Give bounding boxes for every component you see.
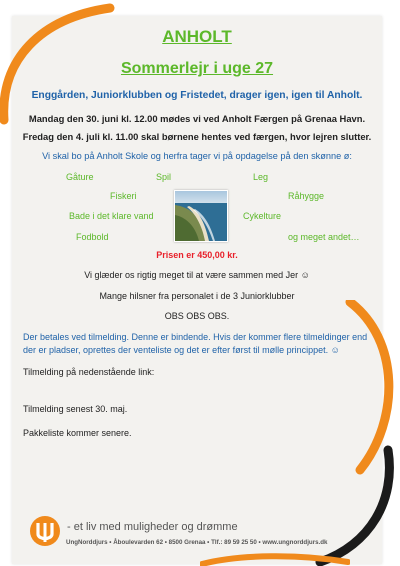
packing-text: Pakkeliste kommer senere.	[23, 428, 132, 438]
page-subtitle: Sommerlejr i uge 27	[120, 60, 274, 77]
price-text: Prisen er 450,00 kr.	[156, 250, 238, 260]
activity-cykelture: Cykelture	[243, 211, 282, 221]
description-text: Vi skal bo på Anholt Skole og herfra tager vi på opdagelse på den skønne ø:	[42, 151, 352, 161]
obs-text: OBS OBS OBS.	[164, 311, 230, 321]
regards-text: Mange hilsner fra personalet i de 3 Juniorklubber	[99, 291, 295, 301]
greeting-text: Vi glæder os rigtig meget til at være sammen med Jer ☺	[84, 270, 310, 280]
ungnorddjurs-logo	[28, 514, 62, 548]
page-title: ANHOLT	[162, 27, 232, 46]
deadline-text: Tilmelding senest 30. maj.	[23, 404, 128, 414]
activity-leg: Leg	[253, 172, 269, 182]
intro-text: Enggården, Juniorklubben og Fristedet, drager igen, igen til Anholt.	[31, 90, 363, 101]
footer-address: UngNorddjurs • Åboulevarden 62 • 8500 Grenaa • Tlf.: 89 59 25 50 • www.ungnorddjurs.dk	[66, 539, 328, 546]
pickup-text: Fredag den 4. juli kl. 11.00 skal børnene hentes ved færgen, hvor lejren slutter.	[22, 131, 372, 142]
activity-raahygge: Råhygge	[288, 191, 325, 201]
anholt-beach-photo	[174, 190, 228, 242]
departure-text: Mandag den 30. juni kl. 12.00 mødes vi ved Anholt Færgen på Grenaa Havn.	[28, 113, 366, 124]
footer-tagline: - et liv med muligheder og drømme	[67, 521, 238, 533]
activity-gaature: Gåture	[66, 172, 94, 182]
activity-fiskeri: Fiskeri	[110, 191, 137, 201]
activity-fodbold: Fodbold	[76, 232, 109, 242]
notice-paragraph: Der betales ved tilmelding. Denne er bindende. Hvis der kommer flere tilmeldinger end der er pladser, oprettes der venteliste og det er efter først til mølle princippet. ☺	[23, 332, 368, 355]
activity-andet: og meget andet…	[288, 232, 360, 242]
signup-link-text: Tilmelding på nedenstående link:	[23, 367, 155, 377]
activity-spil: Spil	[156, 172, 172, 182]
activity-bade: Bade i det klare vand	[69, 211, 154, 221]
